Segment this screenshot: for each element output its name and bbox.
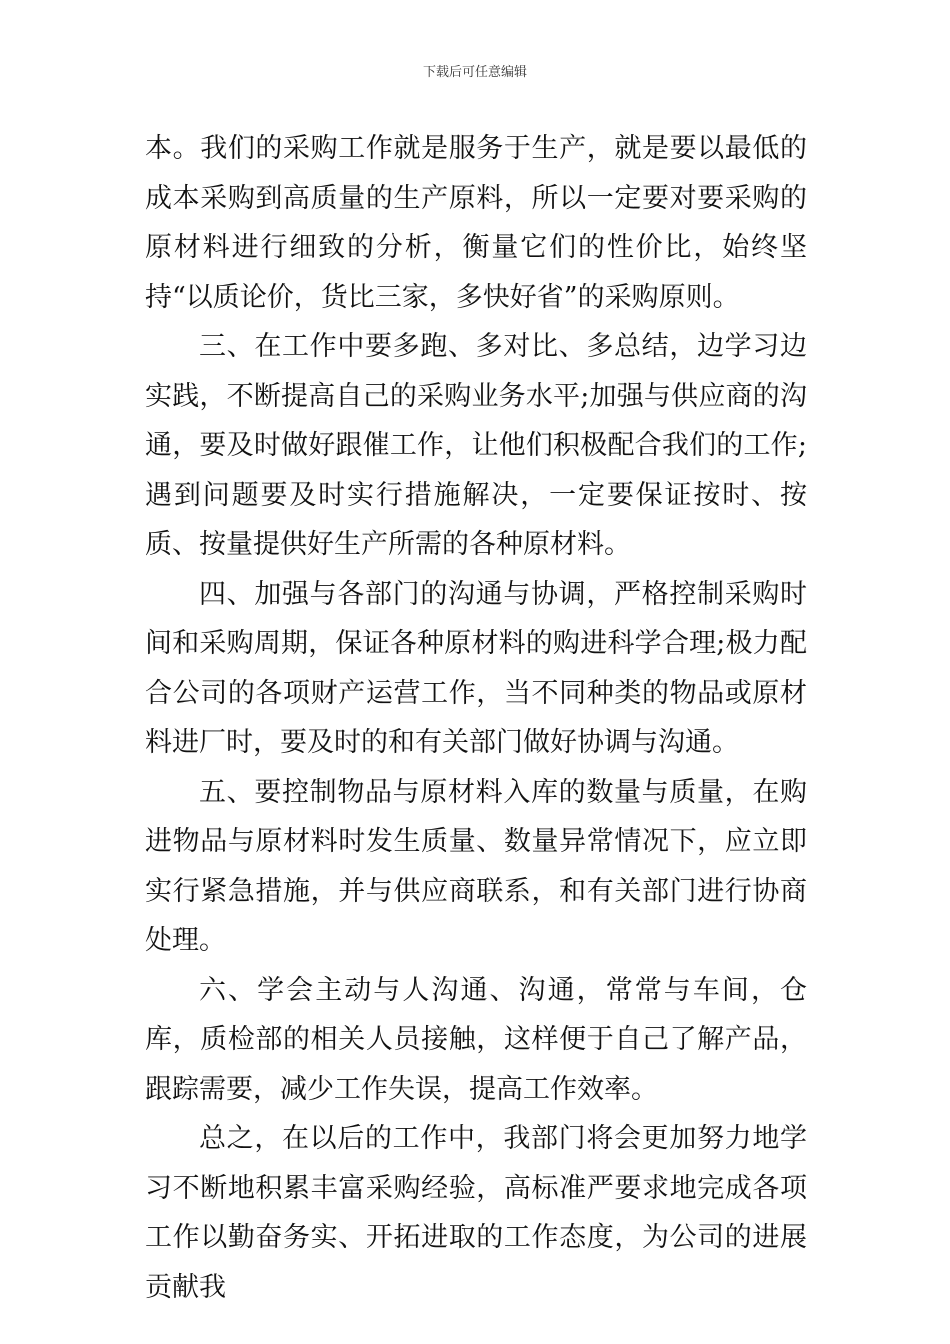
paragraph-item-6: 六、学会主动与人沟通、沟通，常常与车间，仓库，质检部的相关人员接触，这样便于自己了解产品，跟踪需要，减少工作失误，提高工作效率。 bbox=[145, 974, 807, 1105]
page-header: 下载后可任意编辑 bbox=[422, 65, 527, 80]
paragraph-conclusion: 总之，在以后的工作中，我部门将会更加努力地学习不断地积累丰富采购经验，高标准严要求地完成各项工作以勤奋务实、开拓进取的工作态度，为公司的进展贡献我 bbox=[145, 1123, 807, 1303]
document-body bbox=[145, 124, 807, 1312]
paragraph-continuation: 本。我们的采购工作就是服务于生产，就是要以最低的成本采购到高质量的生产原料，所以一定要对要采购的原材料进行细致的分析，衡量它们的性价比，始终坚持“以质论价，货比三家，多快好省”的采购原则。 bbox=[145, 133, 807, 313]
paragraph-item-4: 四、加强与各部门的沟通与协调，严格控制采购时间和采购周期，保证各种原材料的购进科学合理;极力配合公司的各项财产运营工作，当不同种类的物品或原材料进厂时，要及时的和有关部门做好协调与沟通。 bbox=[145, 578, 807, 758]
paragraph-item-3: 三、在工作中要多跑、多对比、多总结，边学习边实践，不断提高自己的采购业务水平;加强与供应商的沟通，要及时做好跟催工作，让他们积极配合我们的工作;遇到问题要及时实行措施解决，一定要保证按时、按质、按量提供好生产所需的各种原材料。 bbox=[145, 331, 807, 560]
paragraph-item-5: 五、要控制物品与原材料入库的数量与质量，在购进物品与原材料时发生质量、数量异常情况下，应立即实行紧急措施，并与供应商联系，和有关部门进行协商处理。 bbox=[145, 776, 807, 956]
